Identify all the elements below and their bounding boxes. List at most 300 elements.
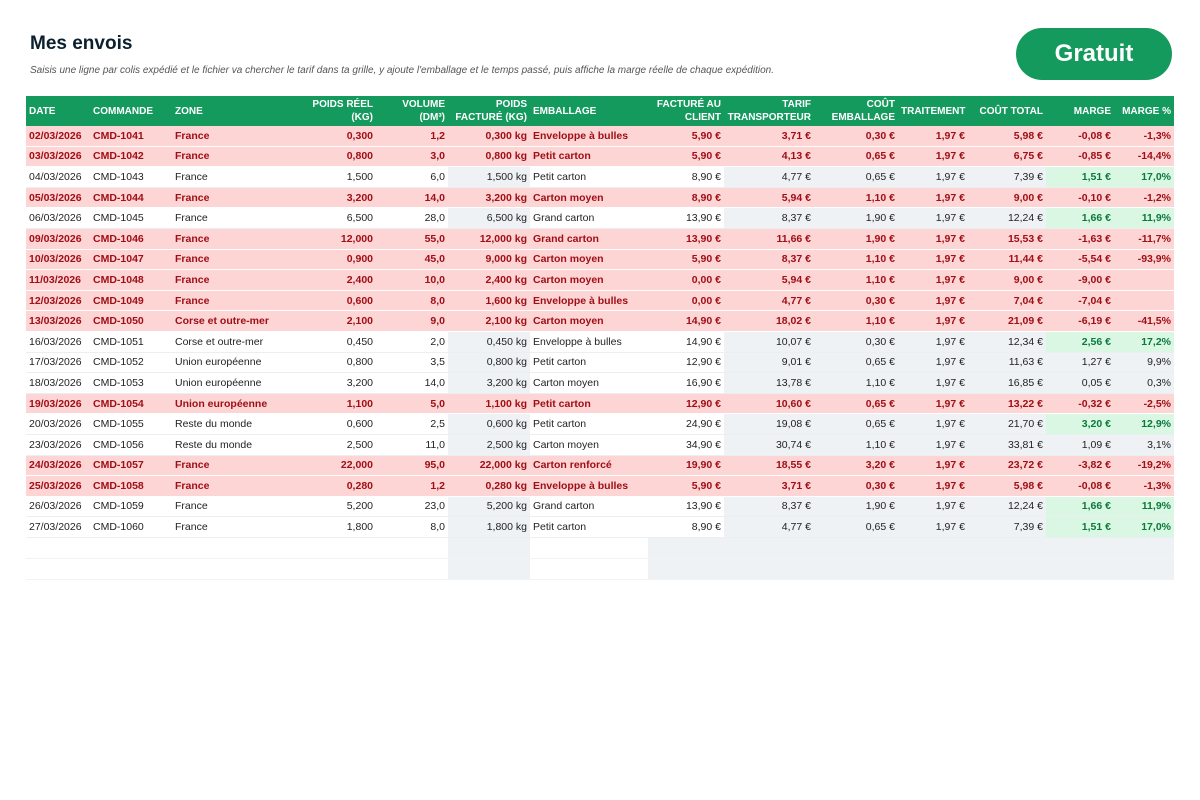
cell-cout-emb[interactable]: 0,30 € [814,290,898,311]
table-row[interactable] [26,290,1174,311]
cell-marge[interactable]: 3,20 € [1046,414,1114,435]
cell-traitement[interactable]: 1,97 € [898,290,968,311]
cell-commande[interactable]: CMD-1056 [90,434,172,455]
cell-tarif[interactable]: 19,08 € [724,414,814,435]
cell-commande[interactable]: CMD-1044 [90,187,172,208]
cell-cout-emb[interactable]: 0,65 € [814,167,898,188]
empty-cell[interactable] [26,558,90,579]
cell-commande[interactable]: CMD-1050 [90,311,172,332]
col-header-zone[interactable]: ZONE [172,96,292,126]
cell-zone[interactable]: France [172,208,292,229]
cell-cout-emb[interactable]: 0,30 € [814,331,898,352]
cell-traitement[interactable]: 1,97 € [898,496,968,517]
cell-emballage[interactable]: Grand carton [530,228,648,249]
cell-emballage[interactable]: Petit carton [530,352,648,373]
empty-cell[interactable] [292,537,376,558]
cell-marge-pct[interactable]: 3,1% [1114,434,1174,455]
cell-emballage[interactable]: Carton moyen [530,249,648,270]
cell-marge[interactable]: 1,66 € [1046,208,1114,229]
cell-zone[interactable]: Corse et outre-mer [172,331,292,352]
table-row[interactable] [26,228,1174,249]
cell-zone[interactable]: France [172,476,292,497]
cell-poids-facture[interactable]: 22,000 kg [448,455,530,476]
cell-cout-emb[interactable]: 3,20 € [814,455,898,476]
cell-cout-total[interactable]: 15,53 € [968,228,1046,249]
cell-volume[interactable]: 45,0 [376,249,448,270]
empty-cell[interactable] [530,558,648,579]
cell-poids[interactable]: 1,500 [292,167,376,188]
cell-poids-facture[interactable]: 0,800 kg [448,352,530,373]
cell-marge-pct[interactable]: 12,9% [1114,414,1174,435]
cell-cout-emb[interactable]: 1,10 € [814,434,898,455]
cell-traitement[interactable]: 1,97 € [898,126,968,146]
cell-poids-facture[interactable]: 1,800 kg [448,517,530,538]
cell-cout-total[interactable]: 12,34 € [968,331,1046,352]
cell-poids[interactable]: 2,500 [292,434,376,455]
cell-traitement[interactable]: 1,97 € [898,331,968,352]
cell-poids-facture[interactable]: 0,300 kg [448,126,530,146]
cell-volume[interactable]: 3,0 [376,146,448,167]
cell-poids[interactable]: 22,000 [292,455,376,476]
cell-cout-total[interactable]: 16,85 € [968,373,1046,394]
cell-poids-facture[interactable]: 3,200 kg [448,187,530,208]
cell-facture-client[interactable]: 12,90 € [648,352,724,373]
cell-cout-total[interactable]: 12,24 € [968,496,1046,517]
cell-facture-client[interactable]: 14,90 € [648,311,724,332]
cell-zone[interactable]: France [172,167,292,188]
cell-cout-emb[interactable]: 0,30 € [814,476,898,497]
cell-commande[interactable]: CMD-1041 [90,126,172,146]
cell-poids-facture[interactable]: 0,600 kg [448,414,530,435]
cell-facture-client[interactable]: 5,90 € [648,126,724,146]
cell-cout-emb[interactable]: 1,10 € [814,249,898,270]
cell-poids[interactable]: 5,200 [292,496,376,517]
cell-volume[interactable]: 2,5 [376,414,448,435]
col-header-cout-emballage[interactable]: COÛT EMBALLAGE [814,96,898,126]
cell-date[interactable]: 12/03/2026 [26,290,90,311]
cell-facture-client[interactable]: 24,90 € [648,414,724,435]
cell-facture-client[interactable]: 5,90 € [648,249,724,270]
cell-emballage[interactable]: Grand carton [530,208,648,229]
empty-cell[interactable] [724,537,814,558]
cell-facture-client[interactable]: 0,00 € [648,270,724,291]
cell-marge-pct[interactable]: 0,3% [1114,373,1174,394]
cell-marge[interactable]: -5,54 € [1046,249,1114,270]
cell-date[interactable]: 02/03/2026 [26,126,90,146]
empty-cell[interactable] [1046,537,1114,558]
cell-volume[interactable]: 8,0 [376,290,448,311]
cell-marge[interactable]: 1,66 € [1046,496,1114,517]
cell-poids-facture[interactable]: 0,280 kg [448,476,530,497]
cell-zone[interactable]: France [172,228,292,249]
cell-tarif[interactable]: 8,37 € [724,208,814,229]
cell-marge[interactable]: -9,00 € [1046,270,1114,291]
cell-commande[interactable]: CMD-1047 [90,249,172,270]
empty-cell[interactable] [648,537,724,558]
cell-poids-facture[interactable]: 1,600 kg [448,290,530,311]
cell-emballage[interactable]: Carton moyen [530,270,648,291]
cell-marge-pct[interactable]: 9,9% [1114,352,1174,373]
cell-tarif[interactable]: 18,02 € [724,311,814,332]
table-row[interactable] [26,311,1174,332]
cell-marge[interactable]: 0,05 € [1046,373,1114,394]
cell-marge-pct[interactable]: -2,5% [1114,393,1174,414]
empty-cell[interactable] [814,558,898,579]
cell-volume[interactable]: 95,0 [376,455,448,476]
cell-volume[interactable]: 2,0 [376,331,448,352]
cell-volume[interactable]: 6,0 [376,167,448,188]
table-row[interactable] [26,167,1174,188]
cell-marge-pct[interactable] [1114,270,1174,291]
cell-cout-total[interactable]: 12,24 € [968,208,1046,229]
cell-zone[interactable]: Union européenne [172,352,292,373]
empty-cell[interactable] [968,537,1046,558]
cell-tarif[interactable]: 8,37 € [724,496,814,517]
empty-cell[interactable] [1114,558,1174,579]
cell-poids[interactable]: 0,800 [292,146,376,167]
cell-commande[interactable]: CMD-1060 [90,517,172,538]
cell-traitement[interactable]: 1,97 € [898,414,968,435]
cell-zone[interactable]: France [172,517,292,538]
table-row[interactable] [26,496,1174,517]
cell-cout-emb[interactable]: 0,65 € [814,517,898,538]
col-header-marge[interactable]: MARGE [1046,96,1114,126]
col-header-volume[interactable]: VOLUME (DM³) [376,96,448,126]
cell-date[interactable]: 25/03/2026 [26,476,90,497]
cell-commande[interactable]: CMD-1045 [90,208,172,229]
cell-tarif[interactable]: 4,77 € [724,290,814,311]
cell-tarif[interactable]: 5,94 € [724,187,814,208]
cell-date[interactable]: 24/03/2026 [26,455,90,476]
cell-cout-total[interactable]: 23,72 € [968,455,1046,476]
cell-zone[interactable]: France [172,496,292,517]
table-row[interactable] [26,208,1174,229]
cell-date[interactable]: 16/03/2026 [26,331,90,352]
cell-facture-client[interactable]: 0,00 € [648,290,724,311]
cell-poids[interactable]: 1,800 [292,517,376,538]
table-row[interactable] [26,126,1174,146]
cell-poids-facture[interactable]: 6,500 kg [448,208,530,229]
cell-marge-pct[interactable]: 17,2% [1114,331,1174,352]
cell-marge-pct[interactable]: 17,0% [1114,167,1174,188]
cell-facture-client[interactable]: 16,90 € [648,373,724,394]
cell-cout-emb[interactable]: 0,65 € [814,352,898,373]
cell-marge-pct[interactable]: -19,2% [1114,455,1174,476]
empty-row[interactable] [26,537,1174,558]
cell-commande[interactable]: CMD-1055 [90,414,172,435]
cell-poids-facture[interactable]: 12,000 kg [448,228,530,249]
cell-poids-facture[interactable]: 5,200 kg [448,496,530,517]
cell-marge[interactable]: -7,04 € [1046,290,1114,311]
cell-poids-facture[interactable]: 2,400 kg [448,270,530,291]
cell-cout-total[interactable]: 11,44 € [968,249,1046,270]
cell-traitement[interactable]: 1,97 € [898,434,968,455]
table-row[interactable] [26,373,1174,394]
cell-commande[interactable]: CMD-1058 [90,476,172,497]
cell-marge-pct[interactable]: -1,3% [1114,126,1174,146]
cell-marge-pct[interactable]: -1,2% [1114,187,1174,208]
cell-date[interactable]: 26/03/2026 [26,496,90,517]
cell-marge[interactable]: -0,85 € [1046,146,1114,167]
cell-cout-emb[interactable]: 1,10 € [814,311,898,332]
cell-facture-client[interactable]: 5,90 € [648,146,724,167]
cell-cout-emb[interactable]: 0,65 € [814,393,898,414]
cell-marge-pct[interactable]: -1,3% [1114,476,1174,497]
cell-marge[interactable]: -0,08 € [1046,476,1114,497]
cell-cout-emb[interactable]: 1,90 € [814,228,898,249]
cell-emballage[interactable]: Carton moyen [530,373,648,394]
empty-cell[interactable] [172,558,292,579]
cell-traitement[interactable]: 1,97 € [898,146,968,167]
col-header-traitement[interactable]: TRAITEMENT [898,96,968,126]
cell-tarif[interactable]: 18,55 € [724,455,814,476]
table-row[interactable] [26,352,1174,373]
cell-facture-client[interactable]: 8,90 € [648,167,724,188]
cell-zone[interactable]: Corse et outre-mer [172,311,292,332]
col-header-date[interactable]: DATE [26,96,90,126]
table-row[interactable] [26,414,1174,435]
cell-emballage[interactable]: Petit carton [530,414,648,435]
cell-poids[interactable]: 0,300 [292,126,376,146]
cell-marge[interactable]: 1,09 € [1046,434,1114,455]
cell-facture-client[interactable]: 12,90 € [648,393,724,414]
empty-cell[interactable] [814,537,898,558]
cell-poids[interactable]: 3,200 [292,187,376,208]
cell-volume[interactable]: 9,0 [376,311,448,332]
cell-emballage[interactable]: Carton moyen [530,434,648,455]
cell-zone[interactable]: Reste du monde [172,414,292,435]
cell-date[interactable]: 11/03/2026 [26,270,90,291]
cell-date[interactable]: 23/03/2026 [26,434,90,455]
cell-zone[interactable]: France [172,146,292,167]
cell-marge-pct[interactable] [1114,290,1174,311]
cell-facture-client[interactable]: 13,90 € [648,228,724,249]
cell-cout-total[interactable]: 33,81 € [968,434,1046,455]
empty-cell[interactable] [898,537,968,558]
cell-volume[interactable]: 11,0 [376,434,448,455]
empty-cell[interactable] [648,558,724,579]
empty-cell[interactable] [26,537,90,558]
empty-cell[interactable] [1046,558,1114,579]
cell-date[interactable]: 09/03/2026 [26,228,90,249]
cell-tarif[interactable]: 11,66 € [724,228,814,249]
cell-traitement[interactable]: 1,97 € [898,208,968,229]
cell-emballage[interactable]: Enveloppe à bulles [530,331,648,352]
empty-cell[interactable] [376,558,448,579]
cell-volume[interactable]: 28,0 [376,208,448,229]
col-header-cout-total[interactable]: COÛT TOTAL [968,96,1046,126]
cell-poids[interactable]: 0,280 [292,476,376,497]
cell-facture-client[interactable]: 19,90 € [648,455,724,476]
table-row[interactable] [26,393,1174,414]
cell-emballage[interactable]: Enveloppe à bulles [530,476,648,497]
cell-zone[interactable]: France [172,249,292,270]
cell-tarif[interactable]: 4,13 € [724,146,814,167]
cell-cout-total[interactable]: 6,75 € [968,146,1046,167]
cell-traitement[interactable]: 1,97 € [898,228,968,249]
cell-traitement[interactable]: 1,97 € [898,352,968,373]
cell-commande[interactable]: CMD-1052 [90,352,172,373]
cell-commande[interactable]: CMD-1051 [90,331,172,352]
cell-facture-client[interactable]: 8,90 € [648,517,724,538]
table-row[interactable] [26,517,1174,538]
cell-cout-total[interactable]: 7,39 € [968,167,1046,188]
cell-volume[interactable]: 3,5 [376,352,448,373]
cell-cout-total[interactable]: 13,22 € [968,393,1046,414]
empty-cell[interactable] [292,558,376,579]
cell-commande[interactable]: CMD-1049 [90,290,172,311]
cell-zone[interactable]: France [172,290,292,311]
cell-marge[interactable]: -0,10 € [1046,187,1114,208]
cell-tarif[interactable]: 13,78 € [724,373,814,394]
cell-cout-total[interactable]: 9,00 € [968,187,1046,208]
cell-poids-facture[interactable]: 3,200 kg [448,373,530,394]
col-header-poids-facture[interactable]: POIDS FACTURÉ (KG) [448,96,530,126]
cell-volume[interactable]: 1,2 [376,476,448,497]
cell-date[interactable]: 05/03/2026 [26,187,90,208]
cell-traitement[interactable]: 1,97 € [898,167,968,188]
empty-cell[interactable] [448,558,530,579]
cell-poids[interactable]: 0,600 [292,414,376,435]
cell-emballage[interactable]: Carton moyen [530,187,648,208]
cell-marge-pct[interactable]: -41,5% [1114,311,1174,332]
cell-volume[interactable]: 10,0 [376,270,448,291]
cell-cout-emb[interactable]: 1,10 € [814,270,898,291]
table-row[interactable] [26,476,1174,497]
cell-commande[interactable]: CMD-1053 [90,373,172,394]
cell-volume[interactable]: 55,0 [376,228,448,249]
col-header-tarif-transporteur[interactable]: TARIF TRANSPORTEUR [724,96,814,126]
cell-poids[interactable]: 1,100 [292,393,376,414]
cell-traitement[interactable]: 1,97 € [898,187,968,208]
cell-commande[interactable]: CMD-1054 [90,393,172,414]
cell-zone[interactable]: Union européenne [172,373,292,394]
cell-cout-total[interactable]: 7,39 € [968,517,1046,538]
cell-date[interactable]: 27/03/2026 [26,517,90,538]
cell-marge[interactable]: 1,27 € [1046,352,1114,373]
cell-cout-total[interactable]: 5,98 € [968,126,1046,146]
cell-tarif[interactable]: 10,60 € [724,393,814,414]
cell-poids-facture[interactable]: 9,000 kg [448,249,530,270]
cell-marge[interactable]: -0,32 € [1046,393,1114,414]
cell-date[interactable]: 03/03/2026 [26,146,90,167]
cell-poids[interactable]: 0,800 [292,352,376,373]
cell-traitement[interactable]: 1,97 € [898,270,968,291]
cell-cout-total[interactable]: 9,00 € [968,270,1046,291]
table-row[interactable] [26,270,1174,291]
cell-commande[interactable]: CMD-1048 [90,270,172,291]
cell-cout-emb[interactable]: 0,65 € [814,414,898,435]
empty-cell[interactable] [530,537,648,558]
cell-poids-facture[interactable]: 0,800 kg [448,146,530,167]
empty-cell[interactable] [376,537,448,558]
cell-commande[interactable]: CMD-1043 [90,167,172,188]
cell-date[interactable]: 06/03/2026 [26,208,90,229]
empty-cell[interactable] [1114,537,1174,558]
empty-cell[interactable] [968,558,1046,579]
cell-zone[interactable]: France [172,270,292,291]
cell-facture-client[interactable]: 13,90 € [648,208,724,229]
cell-marge-pct[interactable]: -93,9% [1114,249,1174,270]
cell-volume[interactable]: 5,0 [376,393,448,414]
cell-cout-emb[interactable]: 1,90 € [814,208,898,229]
cell-traitement[interactable]: 1,97 € [898,517,968,538]
cell-poids-facture[interactable]: 0,450 kg [448,331,530,352]
cell-emballage[interactable]: Carton renforcé [530,455,648,476]
cell-marge-pct[interactable]: 11,9% [1114,208,1174,229]
empty-cell[interactable] [448,537,530,558]
cell-marge[interactable]: -3,82 € [1046,455,1114,476]
cell-zone[interactable]: France [172,187,292,208]
col-header-commande[interactable]: COMMANDE [90,96,172,126]
cell-marge-pct[interactable]: 17,0% [1114,517,1174,538]
cell-date[interactable]: 20/03/2026 [26,414,90,435]
cell-marge-pct[interactable]: 11,9% [1114,496,1174,517]
cell-traitement[interactable]: 1,97 € [898,249,968,270]
cell-tarif[interactable]: 4,77 € [724,167,814,188]
cell-emballage[interactable]: Petit carton [530,517,648,538]
col-header-poids-reel[interactable]: POIDS RÉEL (KG) [292,96,376,126]
cell-traitement[interactable]: 1,97 € [898,373,968,394]
cell-tarif[interactable]: 3,71 € [724,126,814,146]
cell-poids-facture[interactable]: 1,500 kg [448,167,530,188]
cell-date[interactable]: 04/03/2026 [26,167,90,188]
cell-poids-facture[interactable]: 1,100 kg [448,393,530,414]
cell-cout-emb[interactable]: 1,10 € [814,187,898,208]
cell-volume[interactable]: 14,0 [376,373,448,394]
cell-cout-emb[interactable]: 1,10 € [814,373,898,394]
cell-commande[interactable]: CMD-1046 [90,228,172,249]
cell-zone[interactable]: Reste du monde [172,434,292,455]
table-row[interactable] [26,434,1174,455]
col-header-facture-client[interactable]: FACTURÉ AU CLIENT [648,96,724,126]
empty-row[interactable] [26,558,1174,579]
cell-date[interactable]: 18/03/2026 [26,373,90,394]
cell-zone[interactable]: Union européenne [172,393,292,414]
cell-tarif[interactable]: 10,07 € [724,331,814,352]
cell-cout-total[interactable]: 7,04 € [968,290,1046,311]
cell-marge[interactable]: -6,19 € [1046,311,1114,332]
cell-emballage[interactable]: Enveloppe à bulles [530,290,648,311]
col-header-emballage[interactable]: EMBALLAGE [530,96,648,126]
cell-poids[interactable]: 2,400 [292,270,376,291]
cell-cout-total[interactable]: 21,09 € [968,311,1046,332]
cell-facture-client[interactable]: 34,90 € [648,434,724,455]
cell-tarif[interactable]: 8,37 € [724,249,814,270]
cell-traitement[interactable]: 1,97 € [898,455,968,476]
cell-commande[interactable]: CMD-1059 [90,496,172,517]
cell-emballage[interactable]: Petit carton [530,393,648,414]
cell-zone[interactable]: France [172,126,292,146]
table-row[interactable] [26,455,1174,476]
cell-traitement[interactable]: 1,97 € [898,311,968,332]
cell-cout-total[interactable]: 11,63 € [968,352,1046,373]
cell-commande[interactable]: CMD-1042 [90,146,172,167]
cell-poids[interactable]: 2,100 [292,311,376,332]
table-row[interactable] [26,146,1174,167]
cell-emballage[interactable]: Enveloppe à bulles [530,126,648,146]
cell-date[interactable]: 19/03/2026 [26,393,90,414]
cell-cout-emb[interactable]: 1,90 € [814,496,898,517]
cell-date[interactable]: 17/03/2026 [26,352,90,373]
cell-cout-total[interactable]: 21,70 € [968,414,1046,435]
cell-marge[interactable]: 1,51 € [1046,167,1114,188]
cell-facture-client[interactable]: 14,90 € [648,331,724,352]
cell-cout-emb[interactable]: 0,65 € [814,146,898,167]
cell-tarif[interactable]: 9,01 € [724,352,814,373]
cell-tarif[interactable]: 5,94 € [724,270,814,291]
cell-poids[interactable]: 0,450 [292,331,376,352]
